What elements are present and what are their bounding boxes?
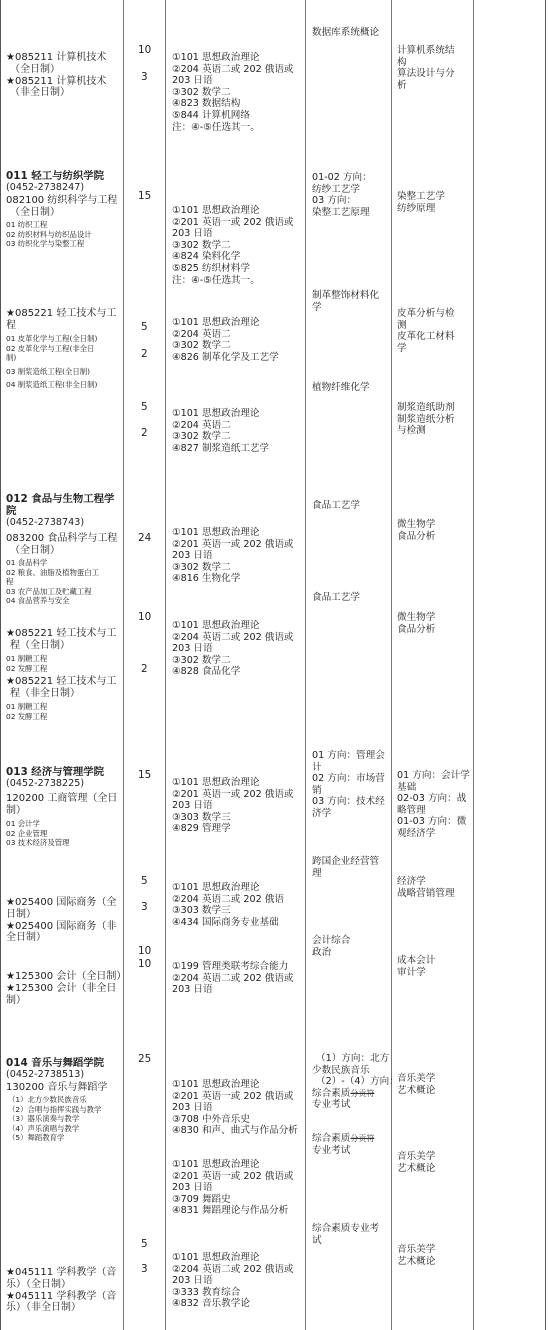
- program-line: 制）: [6, 994, 26, 1006]
- program-line: ★085221 轻工技术与工: [6, 628, 117, 639]
- exam-line: 203 日语: [172, 1275, 213, 1287]
- column-divider-5: [473, 0, 474, 1330]
- joint-subjects: [397, 308, 455, 354]
- joint-subjects: [397, 612, 435, 635]
- retest-subjects: [312, 172, 372, 218]
- program-cell: [6, 52, 106, 99]
- retest-subjects: [312, 750, 385, 820]
- retest-line: 食品工艺学: [312, 500, 360, 511]
- joint-line: 微生物学: [397, 519, 436, 530]
- joint-line: 音乐美学: [397, 1073, 436, 1084]
- program-cell: [6, 1082, 107, 1094]
- direction-item: 01 皮革化学与工程(全日制): [6, 334, 98, 343]
- retest-subjects: [312, 290, 379, 313]
- joint-line: 略管理: [397, 804, 426, 816]
- research-directions: [6, 654, 47, 673]
- program-line: ★085211 计算机技术: [6, 75, 107, 87]
- program-line: ★045111 学科教学（音: [6, 1267, 117, 1278]
- direction-item: （4）声乐演唱与教学: [8, 1123, 80, 1133]
- retest-line: 01 方向：管理会: [312, 750, 385, 761]
- joint-subjects: [397, 191, 445, 214]
- program-line: 程（全日制）: [10, 639, 70, 651]
- program-line: ★025400 国际商务（全: [6, 897, 117, 908]
- joint-line: 观经济学: [397, 827, 436, 839]
- exam-subjects: [172, 777, 294, 835]
- program-line: 乐）（非全日制）: [6, 1302, 81, 1314]
- program-line: 082100 纺织科学与工程: [6, 195, 118, 206]
- retest-line: 数据库系统概论: [312, 27, 380, 38]
- retest-subjects: [312, 1223, 379, 1246]
- direction-item: 03 技术经济及管理: [6, 838, 70, 848]
- retest-line: 植物纤维化学: [312, 382, 370, 393]
- enrollment-count: 5: [141, 321, 148, 333]
- exam-subjects: [172, 1252, 294, 1310]
- direction-item: 02 发酵工程: [6, 663, 48, 673]
- exam-line: 203 日语: [172, 643, 213, 655]
- exam-line: ④823 数据结构: [172, 98, 241, 110]
- joint-line: 食品分析: [397, 623, 436, 635]
- exam-line: ③303 数学三: [172, 811, 231, 823]
- retest-line: 01-02 方向：: [312, 172, 372, 183]
- exam-line: ⑤844 计算机网络: [172, 109, 250, 121]
- enrollment-count: 2: [141, 348, 148, 360]
- joint-line: 微生物学: [397, 612, 436, 623]
- retest-line: 制革整饰材料化: [312, 290, 380, 301]
- enrollment-count: 24: [138, 532, 152, 544]
- program-cell: [6, 195, 117, 219]
- college-header: [6, 493, 114, 529]
- exam-line: ②204 英语二或 202 俄语或: [172, 63, 294, 75]
- college-header: [6, 170, 104, 194]
- enrollment-count: 5: [141, 401, 148, 413]
- program-cell: [6, 897, 116, 944]
- exam-line: 203 日语: [172, 550, 213, 562]
- program-line: 130200 音乐与舞蹈学: [6, 1082, 108, 1093]
- enrollment-count: 15: [138, 190, 152, 202]
- joint-subjects: [397, 1073, 435, 1096]
- retest-line: 会计综合: [312, 935, 351, 946]
- exam-line: ④829 管理学: [172, 823, 231, 835]
- joint-line: 皮革分析与检: [397, 308, 455, 319]
- program-line: 083200 食品科学与工程: [6, 533, 118, 544]
- exam-line: ①101 思想政治理论: [172, 1079, 260, 1090]
- exam-line: ①101 思想政治理论: [172, 52, 260, 63]
- joint-line: 制浆造纸分析: [397, 413, 455, 425]
- enrollment-count: 3: [141, 1263, 148, 1275]
- college-header: [6, 766, 104, 790]
- joint-line: 基础: [397, 781, 417, 793]
- retest-line: 纺纱工艺学: [312, 183, 360, 195]
- exam-line: ②201 英语一或 202 俄语或: [172, 1170, 294, 1182]
- joint-subjects: [397, 1151, 435, 1174]
- direction-item: 01 会计学: [6, 819, 40, 828]
- joint-line: 经济学: [397, 876, 426, 887]
- program-cell: [6, 628, 116, 652]
- program-cell: [6, 1267, 116, 1314]
- exam-line: ④826 制革化学及工艺学: [172, 351, 279, 363]
- joint-line: 02-03 方向：战: [397, 793, 467, 805]
- exam-subjects: [172, 527, 294, 585]
- direction-item: （2）合唱与指挥实践与教学: [8, 1104, 102, 1114]
- college-name: 012 食品与生物工程学: [6, 493, 115, 505]
- retest-subjects: [312, 1053, 399, 1111]
- exam-line: ③302 数学二: [172, 340, 231, 352]
- retest-line: 跨国企业经营管: [312, 856, 380, 867]
- program-cell: [6, 676, 116, 700]
- enrollment-count: 10: [138, 611, 152, 623]
- retest-line: 综合素质专业考: [312, 1223, 380, 1234]
- retest-line: 计: [312, 761, 322, 773]
- exam-line: ③302 数学二: [172, 86, 231, 98]
- exam-line: 注：④-⑤任选其一。: [172, 121, 260, 133]
- exam-line: ①101 思想政治理论: [172, 777, 260, 788]
- program-line: ★125300 会计（全日制）: [6, 971, 127, 982]
- research-directions: [6, 334, 97, 390]
- program-line: 120200 工商管理（全日: [6, 793, 118, 804]
- exam-line: ①101 思想政治理论: [172, 882, 260, 893]
- joint-line: 音乐美学: [397, 1151, 436, 1162]
- college-phone: (0452-2738513): [6, 1069, 85, 1080]
- exam-line: ②201 英语一或 202 俄语或: [172, 216, 294, 228]
- exam-line: ①101 思想政治理论: [172, 1252, 260, 1263]
- joint-line: 计算机系统结: [397, 45, 455, 56]
- joint-line: 析: [397, 79, 407, 91]
- column-divider-3: [305, 0, 306, 1330]
- joint-line: 皮革化工材料: [397, 331, 455, 343]
- program-line: ★125300 会计（非全日: [6, 982, 117, 994]
- research-directions: [8, 1095, 101, 1143]
- joint-line: 艺术概论: [397, 1255, 436, 1267]
- enrollment-count: 5: [141, 875, 148, 887]
- joint-subjects: [397, 402, 455, 437]
- college-name: 011 轻工与纺织学院: [6, 170, 105, 182]
- exam-line: ③708 中外音乐史: [172, 1113, 250, 1125]
- exam-line: ④828 食品化学: [172, 666, 241, 678]
- program-cell: [6, 533, 117, 557]
- program-cell: [6, 793, 117, 817]
- joint-line: 01 方向：会计学: [397, 770, 470, 781]
- joint-line: 成本会计: [397, 955, 436, 966]
- program-line: ★085221 轻工技术与工: [6, 676, 117, 687]
- enrollment-count: 3: [141, 901, 148, 913]
- joint-line: 审计学: [397, 966, 426, 978]
- exam-line: ①101 思想政治理论: [172, 620, 260, 631]
- direction-item: 02 发酵工程: [6, 711, 48, 721]
- exam-line: ③302 数学二: [172, 561, 231, 573]
- retest-line: 济学: [312, 807, 332, 819]
- joint-subjects: [397, 955, 435, 978]
- exam-line: ②201 英语一或 202 俄语或: [172, 1090, 294, 1102]
- program-line: （非全日制）: [10, 87, 70, 99]
- direction-item: 01 纺织工程: [6, 220, 48, 229]
- retest-line: 专业考试: [312, 1144, 351, 1156]
- exam-subjects: [172, 961, 294, 996]
- direction-item: 04 制浆造纸工程(非全日制): [6, 380, 98, 390]
- strikethrough-text: 分贡符: [350, 1088, 375, 1098]
- direction-item: 02 企业管理: [6, 828, 48, 838]
- direction-item: （1）北方少数民族音乐: [8, 1095, 87, 1104]
- exam-line: ③303 数学三: [172, 905, 231, 917]
- college-header: [6, 1057, 104, 1081]
- retest-subjects: [312, 382, 370, 394]
- direction-item: 02 粮食、油脂及植物蛋白工: [6, 567, 100, 577]
- program-line: （全日制）: [10, 544, 60, 556]
- exam-line: ④830 和声、曲式与作品分析: [172, 1125, 298, 1137]
- column-divider-4: [391, 0, 392, 1330]
- joint-subjects: [397, 770, 470, 840]
- joint-line: 测: [397, 319, 407, 331]
- exam-line: ③709 舞蹈史: [172, 1193, 231, 1205]
- joint-line: 战略营销管理: [397, 887, 455, 899]
- exam-subjects: [172, 408, 269, 454]
- program-line: 全日制）: [6, 932, 46, 944]
- exam-line: ④816 生物化学: [172, 573, 241, 585]
- exam-line: ④827 制浆造纸工艺学: [172, 442, 270, 454]
- joint-line: 艺术概论: [397, 1162, 436, 1174]
- joint-line: 构: [397, 56, 407, 68]
- joint-line: 染整工艺学: [397, 191, 445, 202]
- exam-line: ④824 染料化学: [172, 251, 241, 263]
- enrollment-count: 2: [141, 427, 148, 439]
- exam-line: 203 日语: [172, 984, 213, 996]
- exam-line: ①101 思想政治理论: [172, 317, 260, 328]
- college-name: 院: [6, 505, 17, 517]
- exam-line: ③302 数学二: [172, 239, 231, 251]
- college-name: 014 音乐与舞蹈学院: [6, 1057, 105, 1069]
- joint-line: 音乐美学: [397, 1244, 436, 1255]
- joint-subjects: [397, 1244, 435, 1267]
- exam-subjects: [172, 1079, 298, 1137]
- direction-item: 01 食品科学: [6, 558, 48, 567]
- retest-line: 少数民族音乐: [312, 1064, 370, 1076]
- exam-line: ②201 英语一或 202 俄语或: [172, 538, 294, 550]
- retest-line: 销: [312, 784, 322, 796]
- direction-item: 01 制糖工程: [6, 654, 48, 663]
- retest-line: 专业考试: [312, 1099, 351, 1111]
- joint-subjects: [397, 876, 455, 899]
- retest-line: 综合素质分贡符: [312, 1133, 375, 1144]
- joint-subjects: [397, 519, 435, 542]
- table-right-border: [545, 0, 546, 1330]
- exam-line: ①101 思想政治理论: [172, 408, 260, 419]
- exam-line: ③302 数学二: [172, 654, 231, 666]
- direction-item: 制): [6, 353, 17, 363]
- column-divider-2: [165, 0, 166, 1330]
- joint-subjects: [397, 45, 455, 91]
- direction-item: 01 制糖工程: [6, 702, 48, 711]
- college-phone: (0452-2738743): [6, 517, 85, 528]
- retest-line: 03 方向：技术经: [312, 796, 385, 808]
- program-line: 乐）（全日制）: [6, 1278, 71, 1290]
- table-left-border: [0, 0, 1, 1330]
- exam-subjects: [172, 1159, 294, 1217]
- college-name: 013 经济与管理学院: [6, 766, 105, 778]
- program-line: ★025400 国际商务（非: [6, 920, 117, 932]
- retest-line: 试: [312, 1234, 322, 1246]
- enrollment-count: 15: [138, 769, 152, 781]
- joint-line: 01-03 方向：微: [397, 816, 467, 828]
- exam-line: ③333 教育综合: [172, 1286, 241, 1298]
- retest-line: 综合素质分贡符: [312, 1087, 375, 1099]
- strikethrough-text: 分贡符: [350, 1134, 375, 1143]
- program-line: ★085221 轻工技术与工: [6, 308, 117, 319]
- exam-subjects: [172, 620, 294, 678]
- retest-subjects: [312, 27, 379, 39]
- exam-subjects: [172, 882, 284, 928]
- joint-line: 制浆造纸助剂: [397, 402, 455, 413]
- enrollment-count: 10: [138, 44, 152, 56]
- retest-subjects: [312, 856, 379, 879]
- retest-line: 学: [312, 301, 322, 313]
- exam-line: ④434 国际商务专业基础: [172, 916, 279, 928]
- program-line: （全日制）: [10, 206, 60, 218]
- retest-line: 02 方向：市场营: [312, 773, 385, 785]
- program-line: 日制）: [6, 908, 36, 920]
- program-line: ★045111 学科教学（音: [6, 1290, 117, 1302]
- enrollment-count: 25: [138, 1053, 152, 1065]
- exam-line: ②204 英语二或 202 俄语: [172, 893, 284, 905]
- exam-line: 203 日语: [172, 1182, 213, 1194]
- direction-item: 02 皮革化学与工程(非全日: [6, 343, 95, 353]
- exam-line: ②204 英语二: [172, 328, 231, 340]
- exam-line: ②204 英语二: [172, 419, 231, 431]
- joint-line: 艺术概论: [397, 1084, 436, 1096]
- exam-line: ⑤825 纺织材料学: [172, 262, 250, 274]
- retest-subjects: [312, 500, 360, 512]
- joint-line: 算法设计与分: [397, 68, 455, 80]
- exam-line: ①101 思想政治理论: [172, 1159, 260, 1170]
- program-cell: [6, 308, 116, 332]
- exam-line: ②201 英语一或 202 俄语或: [172, 788, 294, 800]
- enrollment-count: 10: [138, 958, 152, 970]
- column-divider-1: [123, 0, 124, 1330]
- enrollment-count: 3: [141, 71, 148, 83]
- enrollment-count: 10: [138, 945, 152, 957]
- direction-item: 04 食品营养与安全: [6, 596, 70, 606]
- exam-subjects: [172, 52, 294, 133]
- program-line: （全日制）: [10, 63, 60, 75]
- exam-line: 203 日语: [172, 228, 213, 240]
- exam-line: ①199 管理类联考综合能力: [172, 961, 289, 972]
- research-directions: [6, 819, 70, 848]
- direction-item: 02 纺织材料与纺织品设计: [6, 229, 92, 239]
- college-phone: (0452-2738225): [6, 778, 85, 789]
- exam-line: ①101 思想政治理论: [172, 205, 260, 216]
- exam-line: ③302 数学二: [172, 431, 231, 443]
- program-cell: [6, 971, 126, 1006]
- research-directions: [6, 558, 99, 606]
- retest-line: 政治: [312, 946, 332, 958]
- direction-item: 03 纺织化学与染整工程: [6, 239, 85, 249]
- retest-line: （1）方向：北方: [316, 1053, 390, 1064]
- retest-line: 染整工艺原理: [312, 206, 370, 218]
- retest-line: 03 方向：: [312, 195, 357, 207]
- exam-line: ②204 英语二或 202 俄语或: [172, 631, 294, 643]
- enrollment-count: 2: [141, 663, 148, 675]
- research-directions: [6, 220, 92, 249]
- exam-subjects: [172, 205, 294, 286]
- retest-subjects: [312, 935, 350, 958]
- joint-line: 学: [397, 342, 407, 354]
- exam-subjects: [172, 317, 279, 363]
- exam-line: 203 日语: [172, 75, 213, 87]
- joint-line: 食品分析: [397, 530, 436, 542]
- joint-line: 纺纱原理: [397, 202, 436, 214]
- retest-subjects: [312, 1133, 374, 1156]
- retest-line: （2）-（4）方向：: [316, 1076, 399, 1088]
- exam-line: 注：④-⑤任选其一。: [172, 274, 260, 286]
- exam-line: ①101 思想政治理论: [172, 527, 260, 538]
- retest-line: 理: [312, 867, 322, 879]
- exam-line: ②204 英语二或 202 俄语或: [172, 1263, 294, 1275]
- retest-line: 食品工艺学: [312, 592, 360, 603]
- enrollment-count: 5: [141, 1238, 148, 1250]
- direction-item: 程: [6, 577, 14, 587]
- direction-item: （3）器乐演奏与教学: [8, 1114, 80, 1124]
- direction-item: 03 农产品加工及贮藏工程: [6, 586, 92, 596]
- joint-line: 与检测: [397, 425, 426, 437]
- direction-item: 03 制浆造纸工程(全日制): [6, 366, 91, 376]
- retest-subjects: [312, 592, 360, 604]
- program-line: ★085211 计算机技术: [6, 52, 107, 63]
- exam-line: ②204 英语二或 202 俄语或: [172, 972, 294, 984]
- program-line: 程（非全日制）: [10, 687, 80, 699]
- exam-line: ④831 舞蹈理论与作品分析: [172, 1205, 289, 1217]
- program-line: 程: [6, 319, 16, 331]
- research-directions: [6, 702, 47, 721]
- exam-line: ④832 音乐教学论: [172, 1298, 250, 1310]
- direction-item: （5）舞蹈教育学: [8, 1133, 65, 1143]
- exam-line: 203 日语: [172, 1102, 213, 1114]
- college-phone: (0452-2738247): [6, 182, 85, 193]
- exam-line: 203 日语: [172, 800, 213, 812]
- program-line: 制）: [6, 804, 26, 816]
